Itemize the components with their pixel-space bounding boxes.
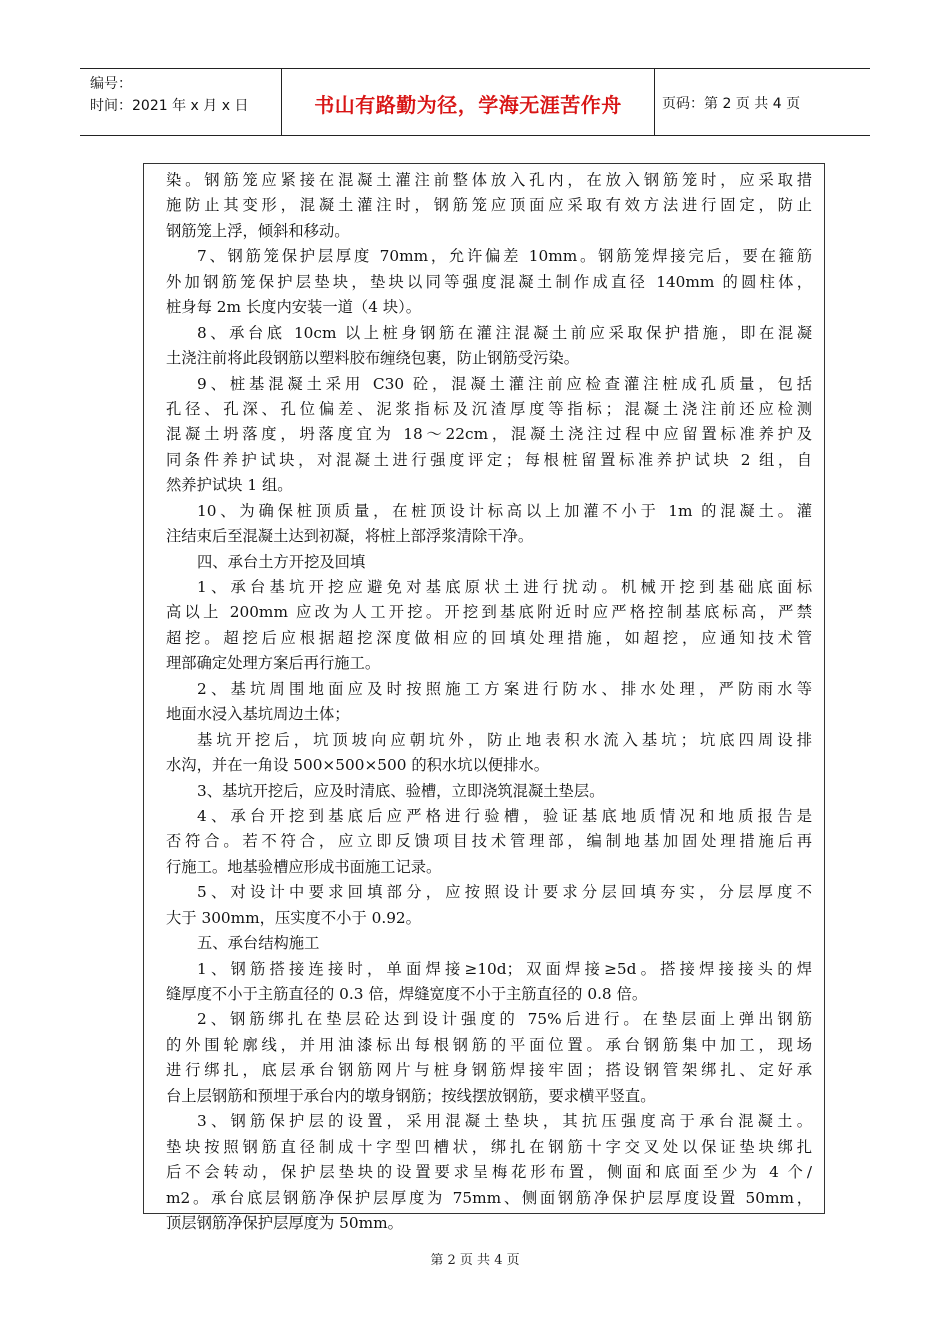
- body-text-line: 基坑开挖后，坑顶坡向应朝坑外，防止地表积水流入基坑；坑底四周设排: [197, 730, 812, 749]
- body-text-line: 台上层钢筋和预埋于承台内的墩身钢筋；按线摆放钢筋，要求横平竖直。: [166, 1086, 656, 1105]
- body-text-line: 2、基坑周围地面应及时按照施工方案进行防水、排水处理，严防雨水等: [197, 679, 812, 698]
- body-text-line: 桩身每 2m 长度内安装一道（4 块）。: [166, 298, 422, 317]
- body-text-line: 孔径、孔深、孔位偏差、泥浆指标及沉渣厚度等指标；混凝土浇注前还应检测: [166, 399, 812, 418]
- body-text-line: 缝厚度不小于主筋直径的 0.3 倍，焊缝宽度不小于主筋直径的 0.8 倍。: [166, 985, 648, 1003]
- body-text-line: 后不会转动，保护层垫块的设置要求呈梅花形布置，侧面和底面至少为 4 个/: [166, 1163, 812, 1182]
- body-text-line: 四、承台土方开挖及回填: [197, 552, 366, 571]
- body-text-line: 2、钢筋绑扎在垫层砼达到设计强度的 75%后进行。在垫层面上弹出钢筋: [197, 1010, 812, 1029]
- body-text-line: 1、钢筋搭接连接时，单面焊接≥10d；双面焊接≥5d。搭接焊接接头的焊: [197, 959, 812, 978]
- body-text-line: 进行绑扎，底层承台钢筋网片与桩身钢筋焊接牢固；搭设钢管架绑扎、定好承: [166, 1061, 812, 1080]
- body-text-line: 理部确定处理方案后再行施工。: [166, 654, 381, 673]
- body-text-line: 地面水浸入基坑周边土体；: [166, 705, 350, 724]
- document-date-label: 时间：2021 年 x 月 x 日: [90, 98, 249, 114]
- body-text-line: 3、基坑开挖后，应及时清底、验槽，立即浇筑混凝土垫层。: [197, 781, 605, 800]
- body-text-line: m2。承台底层钢筋净保护层厚度为 75mm、侧面钢筋净保护层厚度设置 50mm，: [166, 1188, 812, 1207]
- content-box: [143, 163, 825, 1232]
- body-text-line: 同条件养护试块，对混凝土进行强度评定；每根桩留置标准养护试块 2 组，自: [166, 450, 812, 469]
- body-text-line: 垫块按照钢筋直径制成十字型凹槽状，绑扎在钢筋十字交叉处以保证垫块绑扎: [166, 1137, 812, 1156]
- body-text-line: 1、承台基坑开挖应避免对基底原状土进行扰动。机械开挖到基础底面标: [197, 578, 812, 596]
- body-text-line: 否符合。若不符合，应立即反馈项目技术管理部，编制地基加固处理措施后再: [166, 832, 812, 851]
- body-text-line: 9、桩基混凝土采用 C30 砼，混凝土灌注前应检查灌注桩成孔质量，包括: [197, 374, 812, 393]
- body-text-line: 7、钢筋笼保护层厚度 70mm，允许偏差 10mm。钢筋笼焊接完后，要在箍筋: [197, 247, 812, 266]
- body-text-line: 的外围轮廓线，并用油漆标出每根钢筋的平面位置。承台钢筋集中加工，现场: [166, 1035, 812, 1054]
- body-text-line: 染。钢筋笼应紧接在混凝土灌注前整体放入孔内，在放入钢筋笼时，应采取措: [166, 171, 812, 189]
- body-text-line: 3、钢筋保护层的设置，采用混凝土垫块，其抗压强度高于承台混凝土。: [197, 1112, 812, 1131]
- header-meta: [90, 73, 285, 117]
- body-text-line: 大于 300mm，压实度不小于 0.92。: [166, 908, 421, 927]
- body-text-line: 10、为确保桩顶质量，在桩顶设计标高以上加灌不小于 1m 的混凝土。灌: [197, 501, 812, 520]
- document-number-label: 编号：: [90, 76, 132, 92]
- body-text-line: 超挖。超挖后应根据超挖深度做相应的回填处理措施，如超挖，应通知技术管: [166, 628, 812, 647]
- body-text-line: 施防止其变形，混凝土灌注时，钢筋笼应顶面应采取有效方法进行固定，防止: [166, 196, 812, 215]
- body-text-line: 土浇注前将此段钢筋以塑料胶布缠绕包裹，防止钢筋受污染。: [166, 349, 580, 368]
- body-text-line: 8、承台底 10cm 以上桩身钢筋在灌注混凝土前应采取保护措施，即在混凝: [197, 323, 812, 342]
- body-text-line: 水沟，并在一角设 500×500×500 的积水坑以便排水。: [166, 756, 549, 775]
- body-text-line: 4、承台开挖到基底后应严格进行验槽，验证基底地质情况和地质报告是: [197, 806, 812, 825]
- body-text-line: 行施工。地基验槽应形成书面施工记录。: [166, 857, 442, 876]
- header-page-number: 页码：第 2 页 共 4 页: [662, 96, 801, 112]
- header-divider: [654, 69, 655, 135]
- page-footer: 第 2 页 共 4 页: [430, 1253, 520, 1268]
- body-text-line: 外加钢筋笼保护层垫块，垫块以同等强度混凝土制作成直径 140mm 的圆柱体，: [166, 272, 812, 291]
- page-header: [80, 68, 870, 136]
- body-text-line: 钢筋笼上浮，倾斜和移动。: [166, 221, 350, 240]
- body-text-line: 顶层钢筋净保护层厚度为 50mm。: [166, 1213, 403, 1232]
- body-text-line: 注结束后至混凝土达到初凝，将桩上部浮浆清除干净。: [166, 527, 534, 546]
- body-text-line: 然养护试块 1 组。: [166, 476, 293, 495]
- header-motto: 书山有路勤为径，学海无涯苦作舟: [314, 93, 622, 117]
- body-text-line: 混凝土坍落度，坍落度宜为 18～22cm，混凝土浇注过程中应留置标准养护及: [166, 425, 812, 444]
- body-text-line: 5、对设计中要求回填部分，应按照设计要求分层回填夯实，分层厚度不: [197, 883, 812, 902]
- body-text-line: 五、承台结构施工: [197, 934, 320, 953]
- body-text-line: 高以上 200mm 应改为人工开挖。开挖到基底附近时应严格控制基底标高，严禁: [166, 603, 812, 622]
